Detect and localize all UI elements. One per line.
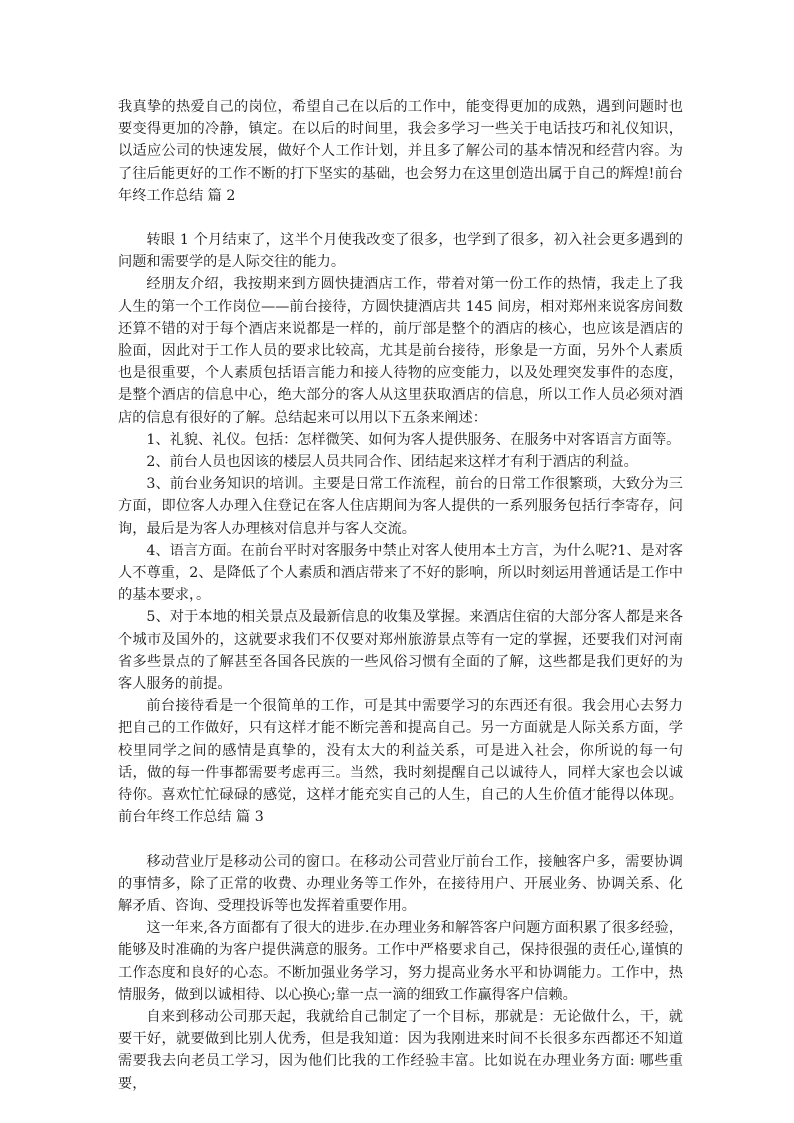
paragraph-gap: [118, 829, 683, 851]
list-item: 3、前台业务知识的培训。主要是日常工作流程，前台的日常工作很繁琐，大致分为三方面，即位客人办理入住登记在客人住店期间为客人提供的一系列服务包括行李寄存，问询，最后是为客人办理核对信息并与客人交流。: [118, 476, 683, 537]
paragraph: 这一年来,各方面都有了很大的进步.在办理业务和解答客户问题方面积累了很多经验，能够及时准确的为客户提供满意的服务。工作中严格要求自己，保持很强的责任心,谨慎的工作态度和良好的心态。不断加强业务学习，努力提高业务水平和协调能力。工作中，热情服务，做到以诚相待、以心换心;靠一点一滴的细致工作赢得客户信赖。: [118, 920, 683, 1003]
document-page: [118, 96, 683, 1095]
paragraph: 自来到移动公司那天起，我就给自己制定了一个目标，那就是：无论做什么，干，就要干好，就要做到比别人优秀，但是我知道：因为我刚进来时间不长很多东西都还不知道需要我去向老员工学习，因为他们比我的工作经验丰富。比如说在办理业务方面: 哪些重要，: [118, 1008, 683, 1092]
paragraph: 前台接待看是一个很简单的工作，可是其中需要学习的东西还有很。我会用心去努力把自己的工作做好，只有这样才能不断完善和提高自己。另一方面就是人际关系方面，学校里同学之间的感情是真挚的，没有太大的利益关系，可是进入社会，你所说的每一句话，做的每一件事都需要考虑再三。当然，我时刻提醒自己以诚待人，同样大家也会以诚待你。喜欢忙忙碌碌的感觉，这样才能充实自己的人生，自己的人生价值才能得以体现。前台年终工作总结 篇 3: [118, 698, 683, 826]
paragraph: 我真挚的热爱自己的岗位，希望自己在以后的工作中，能变得更加的成熟，遇到问题时也要变得更加的冷静，镇定。在以后的时间里，我会多学习一些关于电话技巧和礼仪知识，以适应公司的快速发展，做好个人工作计划，并且多了解公司的基本情况和经营内容。为了往后能更好的工作不断的打下坚实的基础，也会努力在这里创造出属于自己的辉煌!前台年终工作总结 篇 2: [118, 99, 683, 204]
list-item: 4、语言方面。在前台平时对客服务中禁止对客人使用本土方言，为什么呢?1、是对客人不尊重，2、是降低了个人素质和酒店带来了不好的影响，所以时刻运用普通话是工作中的基本要求，。: [118, 542, 683, 604]
paragraph-gap: [118, 207, 683, 229]
paragraph: 经朋友介绍，我按期来到方圆快捷酒店工作，带着对第一份工作的热情，我走上了我人生的第一个工作岗位——前台接待，方圆快捷酒店共 145 间房，相对郑州来说客房间数还算不错的对于每个酒店来说都是一样的，前厅部是整个的酒店的核心，也应该是酒店的脸面，因此对于工作人员的要求比较高，尤其是前台接待，形象是一方面，另外个人素质也是很重要，个人素质包括语言能力和接人待物的应变能力，以及处理突发事件的态度，是整个酒店的信息中心，绝大部分的客人从这里获取酒店的信息，所以工作人员必须对酒店的信息有很好的了解。总结起来可以用以下五条来阐述：: [118, 276, 683, 426]
list-item: 2、前台人员也因该的楼层人员共同合作、团结起来这样才有利于酒店的利益。: [146, 454, 638, 471]
list-item: 5、对于本地的相关景点及最新信息的收集及掌握。来酒店住宿的大部分客人都是来各个城市及国外的，这就要求我们不仅要对郑州旅游景点等有一定的掌握，还要我们对河南省多些景点的了解甚至各国各民族的一些风俗习惯有全面的了解，这些都是我们更好的为客人服务的前提。: [118, 609, 683, 693]
paragraph: 转眼 1 个月结束了，这半个月使我改变了很多，也学到了很多，初入社会更多遇到的问题和需要学的是人际交往的能力。: [118, 232, 683, 271]
paragraph: 移动营业厅是移动公司的窗口。在移动公司营业厅前台工作，接触客户多，需要协调的事情多，除了正常的收费、办理业务等工作外，在接待用户、开展业务、协调关系、化解矛盾、咨询、受理投诉等也发挥着重要作用。: [118, 853, 683, 914]
list-item: 1、礼貌、礼仪。包括：怎样微笑、如何为客人提供服务、在服务中对客语言方面等。: [146, 431, 681, 448]
